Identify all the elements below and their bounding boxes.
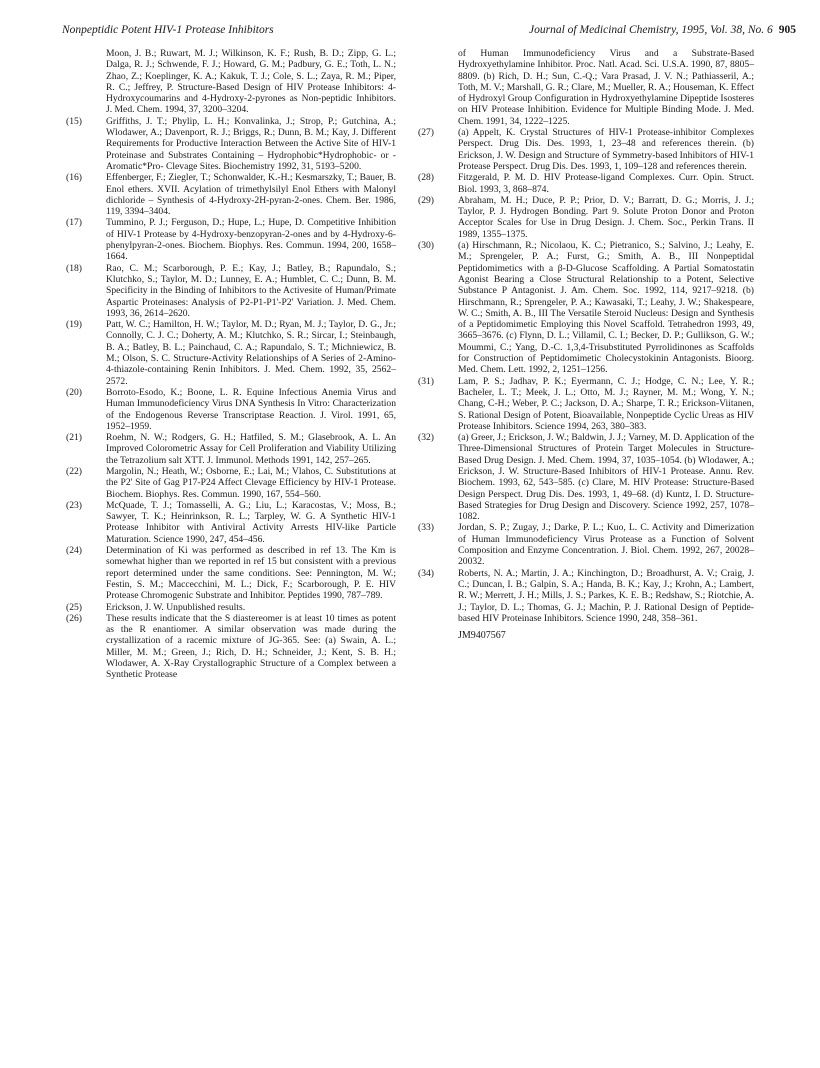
reference-text: (a) Hirschmann, R.; Nicolaou, K. C.; Pietranico, S.; Salvino, J.; Leahy, E. M.; Sprengeler, P. A.; Furst, G.; Smith, A. B., III Nonpeptidal Peptidomimetics with a β-D-Glucose Scaffolding. A Partial Somatostatin Agonist Bearing a Close Structural Relationship to a Potent, Selective Substance P Antagonist. J. Am. Chem. Soc. 1992, 114, 9217–9218. (b) Hirschmann, R.; Sprengeler, P. A.; Kawasaki, T.; Leahy, J. W.; Shakespeare, W. C.; Smith, A. B., III The Versatile Steroid Nucleus: Design and Synthesis of a Peptidomimetic Employing this Novel Scaffold. Tetrahedron 1993, 49, 3665–3676. (c) Flynn, D. L.; Villamil, C. I.; Becker, D. P.; Gullikson, G. W.; Moummi, C.; Yang, D.-C. 1,3,4-Trisubstituted Pyrrolidinones as Scaffolds for Construction of Peptidomimetic Cholecystokinin Antagonists. Bioorg. Med. Chem. Lett. 1992, 2, 1251–1256. xyxy=(458,240,754,376)
reference-number: (31) xyxy=(418,375,434,387)
reference-number: (29) xyxy=(418,194,434,206)
reference-text: Margolin, N.; Heath, W.; Osborne, E.; Lai, M.; Vlahos, C. Substitutions at the P2' Site of Gag P17-P24 Affect Clevage Efficiency by HIV-1 Protease. Biochem. Biophys. Res. Commun. 1990, 167, 554–560. xyxy=(106,465,396,500)
journal-info: Journal of Medicinal Chemistry, 1995, Vol. 38, No. 6 xyxy=(529,24,773,36)
reference-text: Abraham, M. H.; Duce, P. P.; Prior, D. V.; Barratt, D. G.; Morris, J. J.; Taylor, P. J. Hydrogen Bonding. Part 9. Solute Proton Donor and Proton Acceptor Scales for Use in Drug Design. J. Chem. Soc., Perkin Trans. II 1989, 1355–1375. xyxy=(458,194,754,240)
reference-item xyxy=(66,545,396,601)
reference-text: Erickson, J. W. Unpublished results. xyxy=(106,601,246,613)
reference-item xyxy=(418,568,754,624)
running-header xyxy=(62,24,796,40)
reference-continuation: Moon, J. B.; Ruwart, M. J.; Wilkinson, K. F.; Rush, B. D.; Zipp, G. L.; Dalga, R. J.; Schwende, F. J.; Howard, G. M.; Padbury, G. E.; Toth, L. N.; Zhao, Z.; Koeplinger, K. A.; Kakuk, T. J.; Cole, S. L.; Zaya, R. M.; Piper, R. C.; Jeffrey, P. Structure-Based Design of HIV Protease Inhibitors: 4-Hydroxycoumarins and 4-Hydroxy-2-pyrones as Non-peptidic Inhibitors. J. Med. Chem. 1994, 37, 3200–3204. xyxy=(106,48,396,116)
reference-item xyxy=(66,466,396,500)
reference-number: (23) xyxy=(66,499,82,511)
running-title: Nonpeptidic Potent HIV-1 Protease Inhibitors xyxy=(62,24,274,36)
reference-number: (16) xyxy=(66,172,82,184)
reference-text: Rao, C. M.; Scarborough, P. E.; Kay, J.; Batley, B.; Rapundalo, S.; Klutchko, S.; Taylor, M. D.; Lunney, E. A.; Humblet, C. C.; Dunn, B. M. Specificity in the Binding of Inhibitors to the Activesite of Human/Primate Aspartic Proteinases: Analysis of P2-P1-P1'-P2' Variation. J. Med. Chem. 1993, 36, 2614–2620. xyxy=(106,262,396,319)
reference-text: Effenberger, F.; Ziegler, T.; Schonwalder, K.-H.; Kesmarszky, T.; Bauer, B. Enol ethers. XVII. Acylation of trimethylsilyl Enol Ethers with Malonyl dichloride – Synthesis of 4-Hydroxy-2H-pyran-2-ones. Chem. Ber. 1986, 119, 3394–3404. xyxy=(106,172,396,218)
reference-item xyxy=(418,172,754,195)
reference-text: Jordan, S. P.; Zugay, J.; Darke, P. L.; Kuo, L. C. Activity and Dimerization of Human Immunodeficiency Virus Protease as a Function of Solvent Composition and Enzyme Concentration. J. Biol. Chem. 1992, 267, 20028–20032. xyxy=(458,522,754,568)
reference-text: (a) Appelt, K. Crystal Structures of HIV-1 Protease-inhibitor Complexes Perspect. Drug Dis. Des. 1993, 1, 23–48 and references therein. (b) Erickson, J. W. Design and Structure of Symmetry-based Inhibitors of HIV-1 Protease Perspect. Drug Dis. Des. 1993, 1, 109–128 and references therein. xyxy=(458,127,754,172)
reference-item xyxy=(418,432,754,522)
reference-number: (28) xyxy=(418,172,434,184)
reference-item xyxy=(66,263,396,319)
reference-item xyxy=(66,172,396,217)
reference-text: Borroto-Esodo, K.; Boone, L. R. Equine Infectious Anemia Virus and Human Immunodeficiency Virus DNA Synthesis In Vitro: Characterization of the Endogenous Reverse Transcriptase Reaction. J. Virol. 1991, 65, 1952–1959. xyxy=(106,386,396,432)
reference-item xyxy=(66,500,396,545)
reference-text: Patt, W. C.; Hamilton, H. W.; Taylor, M. D.; Ryan, M. J.; Taylor, D. G., Jr.; Connolly, C. J. C.; Doherty, A. M.; Klutchko, S. R.; Sircar, I.; Steinbaugh, B. A.; Batley, B. L.; Painchaud, C. A.; Rapundalo, S. T.; Michniewicz, B. M.; Olson, S. C. Structure-Activity Relationships of A Series of 2-Amino-4-thiazole-containing Renin Inhibitors. J. Med. Chem. 1992, 35, 2562–2572. xyxy=(106,319,396,387)
reference-number: (25) xyxy=(66,601,82,613)
reference-item xyxy=(418,195,754,240)
reference-item xyxy=(66,602,396,613)
reference-item xyxy=(66,387,396,432)
reference-number: (32) xyxy=(418,432,434,444)
reference-text: McQuade, T. J.; Tomasselli, A. G.; Liu, L.; Karacostas, V.; Moss, B.; Sawyer, T. K.; Heinrinkson, R. L.; Tarpley, W. G. A Synthetic HIV-1 Protease Inhibitor with Antiviral Activity Arrests HIV-like Particle Maturation. Science 1990, 247, 454–456. xyxy=(106,499,396,545)
reference-item xyxy=(66,432,396,466)
reference-item xyxy=(66,319,396,387)
reference-text: (a) Greer, J.; Erickson, J. W.; Baldwin, J. J.; Varney, M. D. Application of the Three-Dimensional Structures of Protein Target Molecules in Structure-Based Drug Design. J. Med. Chem. 1994, 37, 1035–1054. (b) Wlodawer, A.; Erickson, J. W. Structure-Based Inhibitors of HIV-1 Protease. Annu. Rev. Biochem. 1993, 62, 543–585. (c) Clare, M. HIV Protease: Structure-Based Design Perspect. Drug Dis. Des. 1993, 1, 49–68. (d) Kuntz, I. D. Structure-Based Strategies for Drug Design and Discovery. Science 1992, 257, 1078–1082. xyxy=(458,432,754,523)
reference-text: Lam, P. S.; Jadhav, P. K.; Eyermann, C. J.; Hodge, C. N.; Lee, Y. R.; Bacheler, L. T.; Meek, J. L.; Otto, M. J.; Rayner, M. M.; Wong, Y. N.; Chang, C-H.; Weber, P. C.; Jackson, D. A.; Sharpe, T. R.; Erickson-Viitanen, S. Rational Design of Potent, Bioavailable, Nonpeptide Cyclic Ureas as HIV Protease Inhibitors. Science 1994, 263, 380–383. xyxy=(458,375,754,432)
reference-number: (19) xyxy=(66,319,82,331)
reference-number: (15) xyxy=(66,115,82,127)
reference-number: (26) xyxy=(66,612,82,624)
reference-continuation: of Human Immunodeficiency Virus and a Substrate-Based Hydroxyethylamine Inhibitor. Proc. Natl. Acad. Sci. U.S.A. 1990, 87, 8805–8809. (b) Rich, D. H.; Sun, C.-Q.; Vara Prasad, J. V. N.; Pathiasseril, A.; Toth, M. V.; Marshall, G. R.; Clare, M.; Mueller, R. A.; Houseman, K. Effect of Hydroxyl Group Configuration in Hydroxyethylamine Dipeptide Isosteres on HIV Protease Inhibition. Evidence for Multiple Binding Mode. J. Med. Chem. 1991, 34, 1222–1225. xyxy=(458,48,754,127)
page-number: 905 xyxy=(778,24,796,36)
reference-number: (21) xyxy=(66,432,82,444)
reference-number: (33) xyxy=(418,522,434,534)
left-column xyxy=(66,48,396,681)
reference-number: (34) xyxy=(418,567,434,579)
reference-item xyxy=(418,127,754,172)
reference-item xyxy=(66,116,396,172)
reference-number: (22) xyxy=(66,465,82,477)
manuscript-id: JM9407567 xyxy=(458,630,506,642)
reference-number: (17) xyxy=(66,217,82,229)
reference-number: (18) xyxy=(66,262,82,274)
reference-text: Fitzgerald, P. M. D. HIV Protease-ligand Complexes. Curr. Opin. Struct. Biol. 1993, 3, 868–874. xyxy=(458,172,754,195)
reference-text: Roehm, N. W.; Rodgers, G. H.; Hatfiled, S. M.; Glasebrook, A. L. An Improved Colorometric Assay for Cell Proliferation and Viability Utilizing the Tetrazolium salt XTT. J. Immunol. Methods 1991, 142, 257–265. xyxy=(106,432,396,466)
journal-citation xyxy=(529,24,796,36)
reference-number: (30) xyxy=(418,240,434,252)
reference-number: (20) xyxy=(66,386,82,398)
reference-text: Determination of Ki was performed as described in ref 13. The Km is somewhat higher than we reported in ref 15 but consistent with a previous report determined under the same conditions. See: Pennington, M. W.; Festin, S. M.; Maccecchini, M. L.; Dick, F.; Scarborough, P. E. HIV Protease Chromogenic Substrate and Inhibitor. Peptides 1990, 787–789. xyxy=(106,545,396,602)
reference-item xyxy=(66,217,396,262)
reference-text: Griffiths, J. T.; Phylip, L. H.; Konvalinka, J.; Strop, P.; Gutchina, A.; Wlodawer, A.; Davenport, R. J.; Briggs, R.; Dunn, B. M.; Kay, J. Different Requirements for Productive Interaction Between the Active Site of HIV-1 Proteinase and Substrates Containing – Hydrophobic*Hydrophobic- or -Aromatic*Pro- Clevage Sites. Biochemistry 1992, 31, 5193–5200. xyxy=(106,115,396,172)
reference-number: (27) xyxy=(418,127,434,139)
reference-text: Roberts, N. A.; Martin, J. A.; Kinchington, D.; Broadhurst, A. V.; Craig, J. C.; Duncan, I. B.; Galpin, S. A.; Handa, B. K.; Kay, J.; Krohn, A.; Lambert, R. W.; Merrett, J. H.; Mills, J. S.; Parkes, K. E. B.; Redshaw, S.; Riotchie, A. J.; Taylor, D. L.; Thomas, G. J.; Machin, P. J. Rational Design of Peptide-based HIV Proteinase Inhibitors. Science 1990, 248, 358–361. xyxy=(458,567,754,624)
right-column xyxy=(418,48,754,651)
reference-number: (24) xyxy=(66,545,82,557)
reference-item xyxy=(66,613,396,681)
reference-text: Tummino, P. J.; Ferguson, D.; Hupe, L.; Hupe, D. Competitive Inhibition of HIV-1 Protease by 4-Hydroxy-benzopyran-2-ones and by 4-Hydroxy-6-phenylpyran-2-ones. Biochem. Biophys. Res. Commun. 1994, 200, 1658–1664. xyxy=(106,217,396,263)
reference-item xyxy=(418,522,754,567)
reference-item xyxy=(418,376,754,432)
reference-text: These results indicate that the S diastereomer is at least 10 times as potent as the R enantiomer. A similar observation was made during the crystallization of a racemic mixture of JG-365. See: (a) Swain, A. L.; Miller, M. M.; Green, J.; Rich, D. H.; Schneider, J.; Kent, S. B. H.; Wlodawer, A. X-Ray Crystallographic Structure of a Complex between a Synthetic Protease xyxy=(106,612,396,681)
reference-item xyxy=(418,240,754,376)
